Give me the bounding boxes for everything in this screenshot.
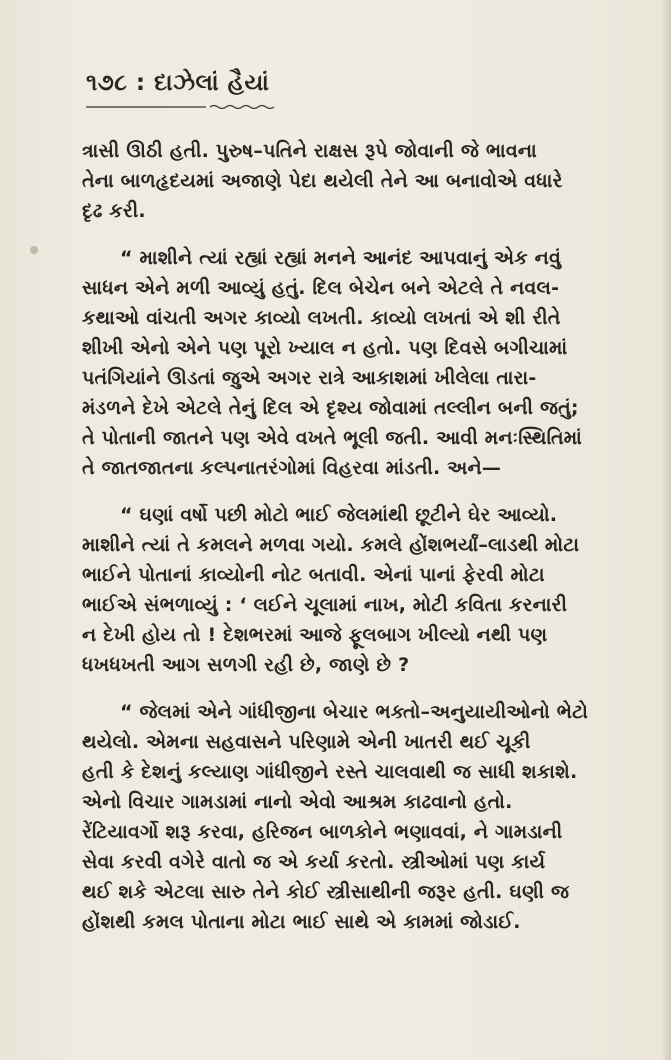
paragraph <box>82 500 660 680</box>
text-line: સાધન એને મળી આવ્યું હતું. દિલ બેચેન બને એટલે તે નવલ- <box>82 277 560 299</box>
paragraph <box>82 243 660 483</box>
text-line: ન દેખી હોય તો ! દેશભરમાં આજે ફૂલબાગ ખીલ્યો નથી પણ <box>82 624 548 646</box>
text-line: શીખી એનો એને પણ પૂરો ખ્યાલ ન હતો. પણ દિવસે બગીચામાં <box>82 337 568 359</box>
text-line: ત્રાસી ઊઠી હતી. પુરુષ–પતિને રાક્ષસ રૂપે જોવાની જે ભાવના <box>82 140 537 162</box>
text-line: પતંગિયાંને ઊડતાં જુએ અગર રાત્રે આકાશમાં ખીલેલા તારા- <box>82 367 537 389</box>
text-line: તે જાતજાતના કલ્પનાતરંગોમાં વિહરવા માંડતી. અને— <box>82 457 502 479</box>
text-line: એનો વિચાર ગામડામાં નાનો એવો આશ્રમ કાઢવાનો હતો. <box>82 791 513 813</box>
paragraph <box>82 136 660 226</box>
page-number: ૧૭૮ <box>86 70 128 96</box>
text-line: “ માશીને ત્યાં રહ્યાં રહ્યાં મનને આનંદ આપવાનું એક નવું <box>120 247 562 269</box>
header-separator: : <box>127 70 155 96</box>
header-underline-ornament <box>86 104 276 112</box>
text-line: થયેલો. એમના સહવાસને પરિણામે એની ખાતરી થઈ ચૂકી <box>82 731 531 753</box>
book-title: દાઝેલાં હૈયાં <box>154 70 270 96</box>
text-line: તેના બાળહૃદયમાં અજાણે પેદા થયેલી તેને આ બનાવોએ વધારે <box>82 170 563 192</box>
text-line: ભાઈને પોતાનાં કાવ્યોની નોટ બતાવી. એનાં પાનાં ફેરવી મોટા <box>82 564 545 586</box>
text-line: કથાઓ વાંચતી અગર કાવ્યો લખતી. કાવ્યો લખતાં એ શી રીતે <box>82 307 561 329</box>
text-line: હતી કે દેશનું કલ્યાણ ગાંધીજીને રસ્તે ચાલવાથી જ સાધી શકાશે. <box>82 761 578 783</box>
text-line: ધખધખતી આગ સળગી રહી છે, જાણે છે ? <box>82 654 410 676</box>
text-line: માશીને ત્યાં તે કમલને મળવા ગયો. કમલે હોંશભર્યાં–લાડથી મોટા <box>82 534 580 556</box>
text-line: “ જેલમાં એને ગાંધીજીના બેચાર ભક્તો–અનુયાયીઓનો ભેટો <box>120 701 589 723</box>
text-line: હોંશથી કમલ પોતાના મોટા ભાઈ સાથે એ કામમાં જોડાઈ. <box>82 911 521 933</box>
paragraph <box>82 697 660 937</box>
body-text <box>82 136 660 954</box>
text-line: તે પોતાની જાતને પણ એવે વખતે ભૂલી જતી. આવી મનઃસ્થિતિમાં <box>82 427 583 449</box>
text-line: રેંટિયાવર્ગો શરૂ કરવા, હરિજન બાળકોને ભણાવવાં, ને ગામડાની <box>82 821 563 843</box>
text-line: સેવા કરવી વગેરે વાતો જ એ કર્યા કરતો. સ્ત્રીઓમાં પણ કાર્ય <box>82 851 546 873</box>
text-line: “ ઘણાં વર્ષો પછી મોટો ભાઈ જેલમાંથી છૂટીને ઘેર આવ્યો. <box>120 504 558 526</box>
text-line: મંડળને દેખે એટલે તેનું દિલ એ દૃશ્ય જોવામાં તલ્લીન બની જતું; <box>82 397 579 419</box>
margin-smudge <box>30 246 38 254</box>
text-line: થઈ શકે એટલા સારુ તેને કોઈ સ્ત્રીસાથીની જરૂર હતી. ઘણી જ <box>82 881 570 903</box>
text-line: દૃઢ કરી. <box>82 200 146 222</box>
text-line: ભાઈએ સંભળાવ્યું : ‘ લઈને ચૂલામાં નાખ, મોટી કવિતા કરનારી <box>82 594 568 616</box>
page-header <box>86 70 269 96</box>
